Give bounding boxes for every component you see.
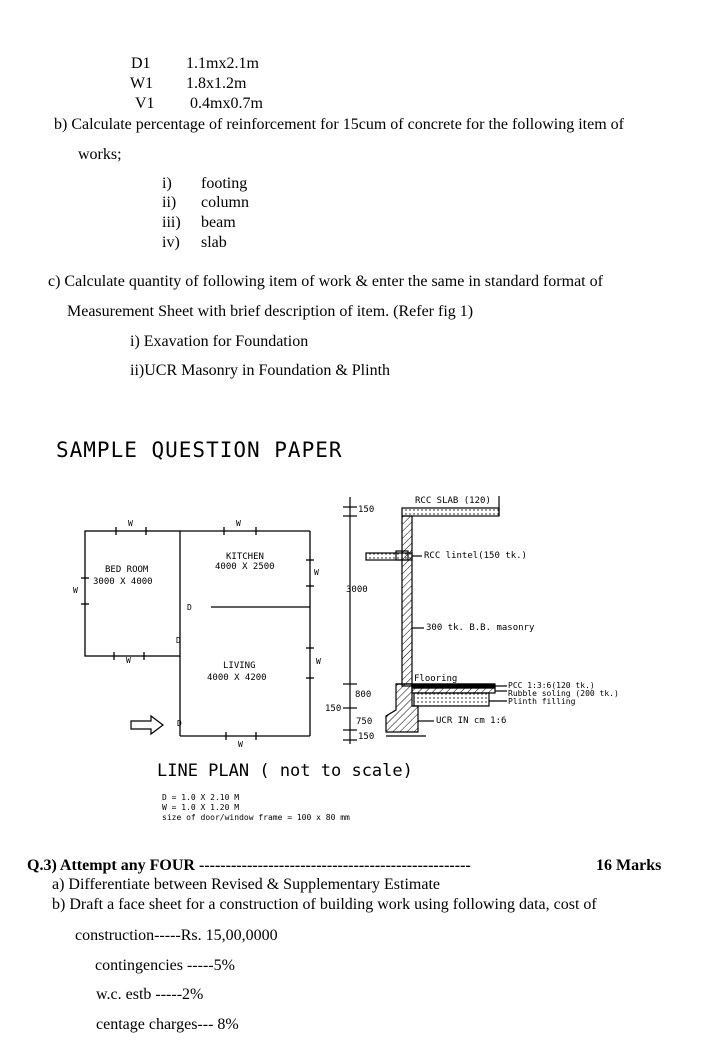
opening-code: W1 — [130, 75, 154, 92]
list-number: i) — [162, 175, 172, 192]
rubble-label: Rubble soling (200 tk.) — [508, 689, 619, 698]
dimension-label: 150 — [358, 505, 375, 515]
kitchen-label: KITCHEN — [226, 552, 264, 562]
slab-label: RCC SLAB (120) — [415, 496, 491, 506]
door-mark: D — [176, 636, 181, 645]
lintel-label: RCC lintel(150 tk.) — [424, 551, 527, 561]
contingencies: contingencies -----5% — [95, 957, 235, 974]
list-number: iii) — [162, 214, 181, 231]
bedroom-label: BED ROOM — [105, 565, 149, 575]
construction-cost: construction-----Rs. 15,00,0000 — [75, 927, 278, 944]
rcc-lintel — [366, 553, 412, 560]
question-b-line1: b) Calculate percentage of reinforcement for 15cum of concrete for the following item of — [54, 116, 624, 133]
opening-code: D1 — [131, 55, 151, 72]
window-mark: W — [128, 519, 133, 528]
bedroom-size: 3000 X 4000 — [93, 577, 153, 587]
list-number: ii) — [162, 194, 177, 211]
kitchen-size: 4000 X 2500 — [215, 562, 275, 572]
opening-size: 1.1mx2.1m — [186, 55, 259, 72]
list-item: slab — [201, 234, 227, 251]
question-3-b: b) Draft a face sheet for a construction of building work using following data, cost of — [52, 896, 597, 913]
bedroom-wall — [85, 531, 180, 656]
question-c-item: ii)UCR Masonry in Foundation & Plinth — [130, 362, 391, 379]
floor-plan — [81, 527, 314, 740]
pcc-label: PCC 1:3:6(120 tk.) — [508, 681, 595, 690]
living-label: LIVING — [223, 661, 256, 671]
masonry-label: 300 tk. B.B. masonry — [426, 623, 535, 633]
figure-caption: LINE PLAN ( not to scale) — [157, 761, 413, 781]
window-mark: W — [236, 519, 241, 528]
door-mark: D — [177, 719, 182, 728]
list-item: column — [201, 194, 249, 211]
question-3-a: a) Differentiate between Revised & Supplementary Estimate — [52, 876, 441, 893]
ucr-label: UCR IN cm 1:6 — [436, 716, 507, 726]
entry-arrow-icon — [131, 716, 163, 734]
list-number: iv) — [162, 234, 180, 251]
window-mark: W — [126, 656, 131, 665]
rcc-slab — [402, 508, 499, 516]
question-c-item: i) Exavation for Foundation — [130, 333, 309, 350]
plinth-label: Plinth filling — [508, 697, 576, 706]
question-3-title: Q.3) Attempt any FOUR --------------------------------------------------- — [27, 857, 471, 874]
dimension-label: 3000 — [346, 585, 368, 595]
question-3-marks: 16 Marks — [596, 857, 662, 874]
figure-note: D = 1.0 X 2.10 M — [162, 793, 240, 802]
list-item: footing — [201, 175, 248, 192]
window-mark: W — [314, 568, 319, 577]
list-item: beam — [201, 214, 236, 231]
dimension-label: 150 — [358, 732, 375, 742]
flooring-label: Flooring — [414, 674, 458, 684]
figure-note: W = 1.0 X 1.20 M — [162, 803, 240, 812]
figure-heading: SAMPLE QUESTION PAPER — [56, 438, 343, 462]
dimension-label: 150 — [325, 704, 342, 714]
centage-charges: centage charges--- 8% — [96, 1016, 239, 1033]
window-mark: W — [238, 740, 243, 749]
question-c-line1: c) Calculate quantity of following item of work & enter the same in standard format of — [48, 273, 603, 290]
dimension-label: 800 — [355, 690, 372, 700]
window-mark: W — [73, 586, 78, 595]
question-c-line2: Measurement Sheet with brief description of item. (Refer fig 1) — [67, 303, 474, 320]
opening-size: 0.4mx0.7m — [190, 95, 263, 112]
plinth-filling — [414, 693, 489, 706]
wc-establishment: w.c. estb -----2% — [96, 986, 204, 1003]
opening-code: V1 — [135, 95, 155, 112]
door-mark: D — [187, 603, 192, 612]
opening-size: 1.8x1.2m — [186, 75, 247, 92]
living-size: 4000 X 4200 — [207, 673, 267, 683]
window-mark: W — [316, 657, 321, 666]
rubble-soling — [412, 688, 495, 693]
wall-section — [343, 496, 507, 744]
figure-note: size of door/window frame = 100 x 80 mm — [162, 813, 350, 822]
question-b-line2: works; — [78, 146, 122, 163]
masonry-wall — [402, 516, 412, 686]
dimension-label: 750 — [356, 717, 373, 727]
